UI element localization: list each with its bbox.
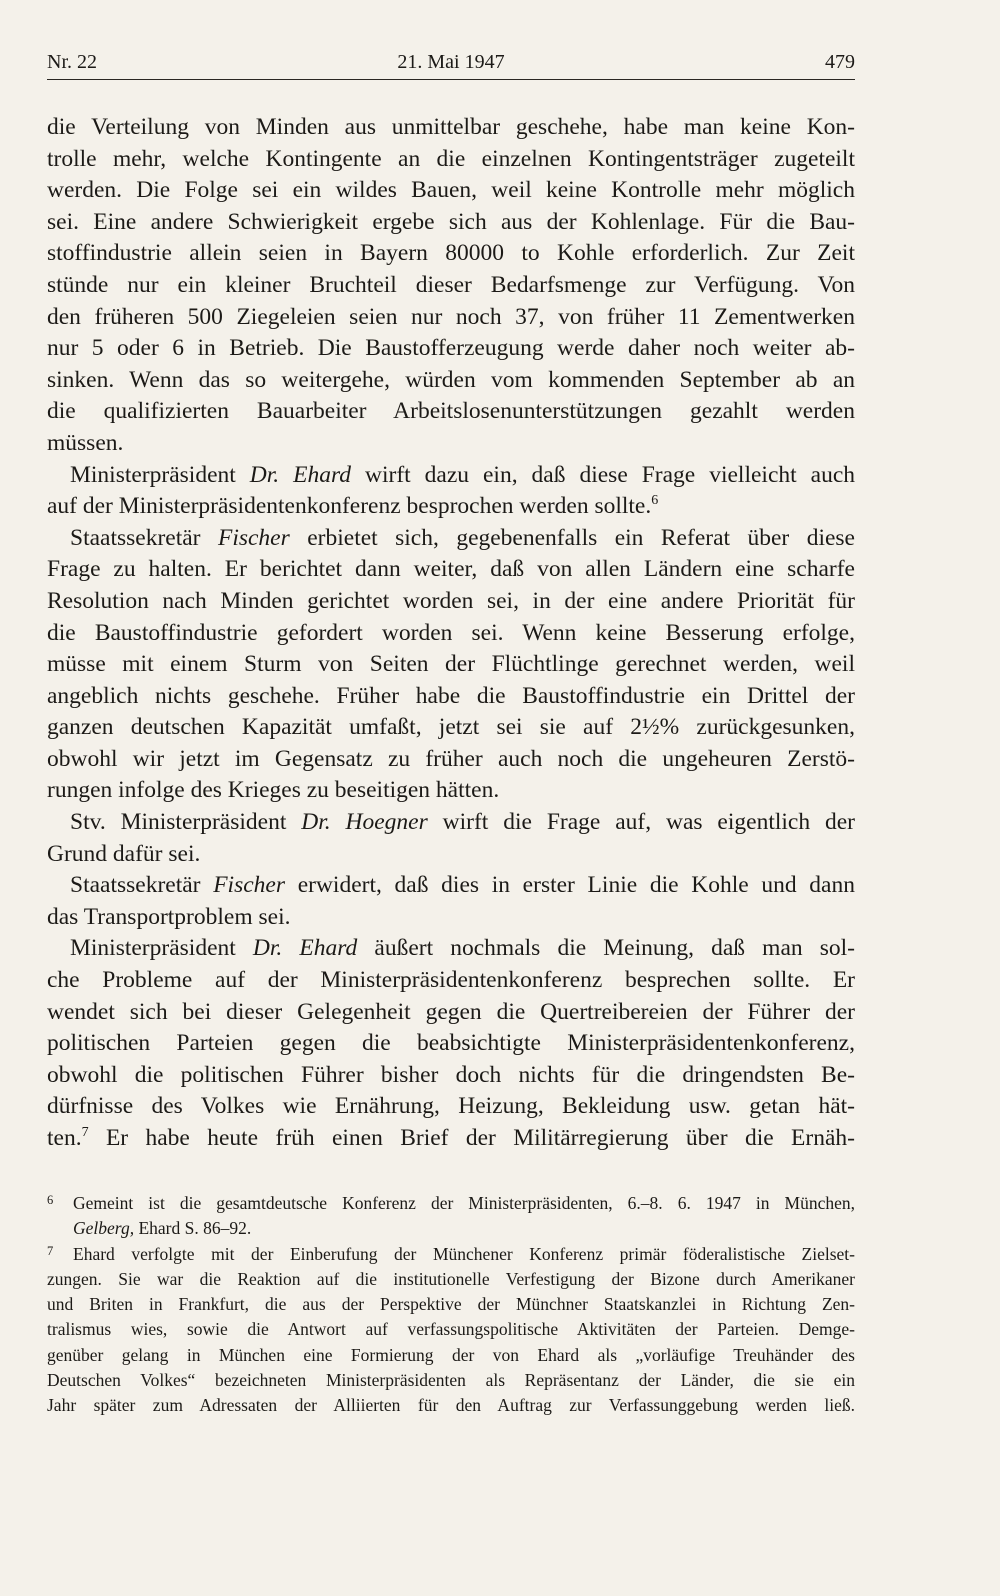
footnote-line: tralismus wies, sowie die Antwort auf verfassungspolitische Aktivitäten der Parteien. Demge- — [47, 1319, 855, 1340]
footnote-number: 6 — [47, 1193, 54, 1207]
text-run: Ehard S. 86–92. — [134, 1218, 252, 1239]
text-run: wirft dazu ein, daß diese Frage vielleicht auch — [351, 461, 855, 488]
text-run: auf der Ministerpräsidentenkonferenz besprochen werden sollte. — [47, 493, 652, 520]
speaker-name: Dr. Ehard — [252, 935, 358, 962]
paragraph-fischer-reply — [47, 870, 855, 933]
text-run: Ehard verfolgte mit der Einberufung der Münchener Konferenz primär föderalistische Zielset- — [73, 1243, 855, 1264]
author-name: Gelberg, — [73, 1218, 135, 1239]
text-run: erwidert, daß dies in erster Linie die Kohle und dann — [285, 872, 855, 899]
speaker-name: Fischer — [213, 872, 285, 899]
footnote-line: Deutschen Volkes“ bezeichneten Ministerpräsidenten als Repräsentanz der Länder, die sie ein — [47, 1370, 855, 1391]
text-line: das Transportproblem sei. — [47, 903, 291, 930]
text-run: Er habe heute früh einen Brief der Militärregierung über die Ernäh- — [88, 1125, 855, 1151]
text-line: müssen. — [47, 429, 124, 456]
text-line: dürfnisse des Volkes wie Ernährung, Heizung, Bekleidung usw. getan hät- — [47, 1093, 855, 1120]
footnote-line — [47, 1242, 855, 1267]
session-date: 21. Mai 1947 — [397, 51, 505, 73]
text-line — [47, 1123, 855, 1155]
paragraph-continued — [47, 112, 855, 460]
paragraph-ehard-remark — [47, 460, 855, 523]
text-run: wirft die Frage auf, was eigentlich der — [427, 809, 855, 836]
text-run: ten. — [47, 1125, 82, 1151]
text-line: obwohl wir jetzt im Gegensatz zu früher auch noch die ungeheuren Zerstö- — [47, 745, 855, 772]
text-line: Resolution nach Minden gerichtet worden sei, in der eine andere Priorität für — [47, 587, 855, 614]
footnote-line: Jahr später zum Adressaten der Alliierten für den Auftrag zur Verfassunggebung werden ließ. — [47, 1395, 855, 1416]
paragraph-hoegner-question — [47, 807, 855, 870]
text-line: Grund dafür sei. — [47, 840, 201, 867]
footnote-line: genüber gelang in München eine Formierung der von Ehard als „vorläufige Treuhänder des — [47, 1344, 855, 1365]
text-line: angeblich nichts geschehe. Früher habe die Baustoffindustrie ein Drittel der — [47, 682, 855, 709]
issue-number: Nr. 22 — [47, 51, 97, 73]
text-run: Staatssekretär — [70, 524, 218, 551]
speaker-name: Fischer — [217, 524, 290, 551]
text-line: stünde nur ein kleiner Bruchteil dieser Bedarfsmenge zur Verfügung. Von — [47, 271, 855, 298]
footnote-line — [47, 1216, 855, 1241]
text-line: obwohl die politischen Führer bisher doch nichts für die dringendsten Be- — [47, 1061, 855, 1088]
text-line: den früheren 500 Ziegeleien seien nur noch 37, von früher 11 Zementwerken — [47, 303, 855, 330]
text-line: müsse mit einem Sturm von Seiten der Flüchtlinge gerechnet werden, weil — [47, 651, 855, 678]
footnote-ref: 7 — [81, 1125, 89, 1140]
text-run: Gemeint ist die gesamtdeutsche Konferenz der Ministerpräsidenten, 6.–8. 6. 1947 in München, — [73, 1193, 855, 1213]
text-line — [47, 523, 855, 555]
text-run: Staatssekretär — [70, 872, 214, 899]
text-line: die Verteilung von Minden aus unmittelbar geschehe, habe man keine Kon- — [47, 114, 855, 140]
text-run: äußert nochmals die Meinung, daß man sol- — [357, 935, 856, 962]
running-header — [47, 49, 855, 80]
footnote-ref: 6 — [651, 493, 659, 509]
footnotes — [47, 1191, 855, 1419]
text-line — [47, 933, 855, 965]
text-line: sei. Eine andere Schwierigkeit ergebe sich aus der Kohlenlage. Für die Bau- — [47, 208, 855, 235]
text-line: stoffindustrie allein seien in Bayern 80000 to Kohle erforderlich. Zur Zeit — [47, 240, 855, 267]
text-line: sinken. Wenn das so weitergehe, würden vom kommenden September ab an — [47, 366, 855, 393]
text-run: Stv. Ministerpräsident — [70, 809, 302, 836]
text-run: Ministerpräsident — [70, 461, 250, 488]
text-line: Frage zu halten. Er berichtet dann weiter, daß von allen Ländern eine scharfe — [47, 556, 855, 583]
text-line: ganzen deutschen Kapazität umfaßt, jetzt sei sie auf 2½% zurückgesunken, — [47, 714, 855, 741]
text-line: rungen infolge des Krieges zu beseitigen hätten. — [47, 777, 500, 804]
text-line — [47, 870, 855, 902]
text-line — [47, 807, 855, 839]
text-run: Ministerpräsident — [70, 935, 253, 962]
footnote-line: und Briten in Frankfurt, die aus der Perspektive der Münchner Staatskanzlei in Richtung Zen- — [47, 1294, 855, 1315]
text-line — [47, 491, 855, 523]
text-line: politischen Parteien gegen die beabsichtigte Ministerpräsidentenkonferenz, — [47, 1030, 855, 1057]
footnote-7 — [47, 1242, 855, 1419]
text-run: erbietet sich, gegebenenfalls ein Referat über diese — [289, 524, 855, 551]
speaker-name: Dr. Ehard — [249, 461, 352, 488]
text-line: wendet sich bei dieser Gelegenheit gegen die Quertreibereien der Führer der — [47, 998, 855, 1025]
text-line: werden. Die Folge sei ein wildes Bauen, weil keine Kontrolle mehr möglich — [47, 177, 855, 204]
footnote-line — [47, 1191, 855, 1216]
paragraph-ehard-opinion — [47, 933, 855, 1154]
text-line: die Baustoffindustrie gefordert worden sei. Wenn keine Besserung erfolge, — [47, 619, 855, 646]
main-text — [47, 112, 855, 1155]
text-line: die qualifizierten Bauarbeiter Arbeitslosenunterstützungen gezahlt werden — [47, 398, 855, 425]
footnote-6 — [47, 1191, 855, 1242]
text-line: nur 5 oder 6 in Betrieb. Die Baustofferzeugung werde daher noch weiter ab- — [47, 335, 855, 362]
speaker-name: Dr. Hoegner — [301, 809, 428, 836]
text-line: che Probleme auf der Ministerpräsidentenkonferenz besprechen sollte. Er — [47, 967, 855, 994]
paragraph-fischer-report — [47, 523, 855, 807]
footnote-line: zungen. Sie war die Reaktion auf die institutionelle Verfestigung der Bizone durch Amerikaner — [47, 1268, 855, 1289]
text-line: trolle mehr, welche Kontingente an die einzelnen Kontingentsträger zugeteilt — [47, 145, 855, 172]
page-number: 479 — [825, 51, 855, 73]
text-line — [47, 460, 855, 492]
footnote-number: 7 — [47, 1243, 54, 1258]
